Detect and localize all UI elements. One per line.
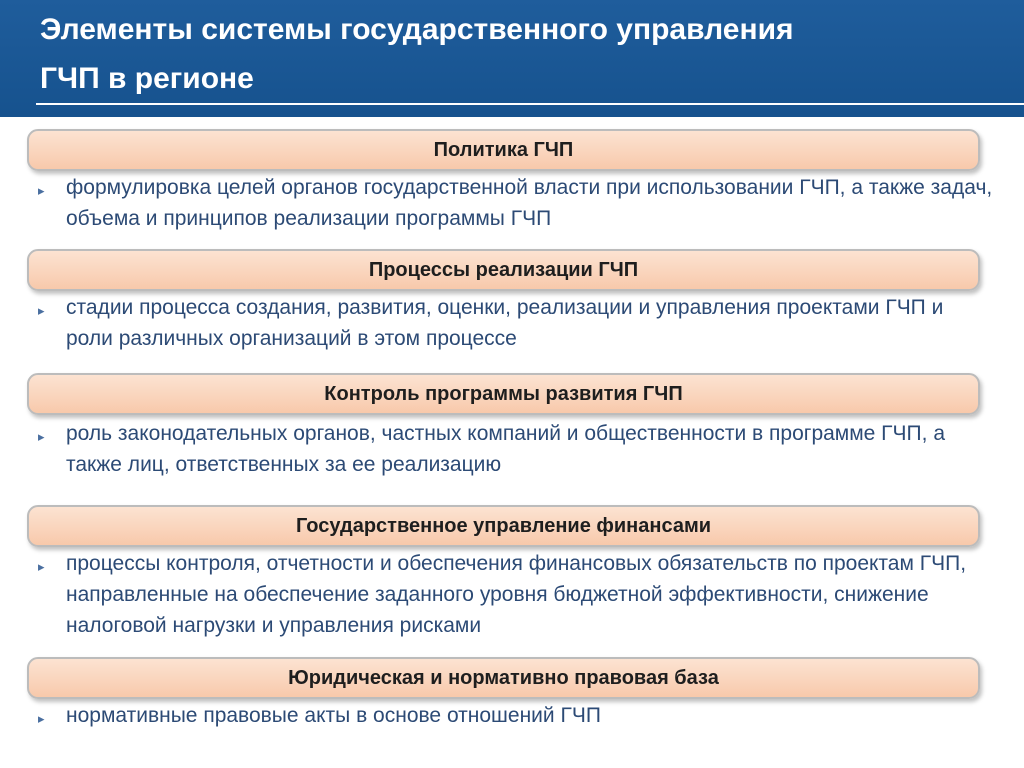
- bullet-icon: ▸: [38, 303, 45, 318]
- section-text-legal: нормативные правовые акты в основе отношений ГЧП: [66, 704, 601, 727]
- bullet-icon: ▸: [38, 711, 45, 726]
- section-heading-finance: Государственное управление финансами: [27, 505, 980, 547]
- section-text-policy: формулировка целей органов государственной власти при использовании ГЧП, а также задач, объема и принципов реализации программы ГЧП: [66, 176, 993, 230]
- title-underline: [36, 103, 1024, 105]
- section-heading-processes: Процессы реализации ГЧП: [27, 249, 980, 291]
- title-bar: [0, 0, 1024, 117]
- section-heading-control: Контроль программы развития ГЧП: [27, 373, 980, 415]
- slide-title-line-2: ГЧП в регионе: [40, 62, 254, 95]
- slide-title-line-1: Элементы системы государственного управления: [40, 13, 794, 46]
- bullet-icon: ▸: [38, 183, 45, 198]
- section-heading-policy: Политика ГЧП: [27, 129, 980, 171]
- section-text-finance: процессы контроля, отчетности и обеспечения финансовых обязательств по проектам ГЧП, направленные на обеспечение заданного уровня бюджетной эффективности, снижение налоговой нагрузки и управления рисками: [66, 552, 967, 637]
- section-text-control: роль законодательных органов, частных компаний и общественности в программе ГЧП, а также лиц, ответственных за ее реализацию: [66, 422, 945, 476]
- bullet-icon: ▸: [38, 559, 45, 574]
- bullet-icon: ▸: [38, 429, 45, 444]
- section-heading-legal: Юридическая и нормативно правовая база: [27, 657, 980, 699]
- section-text-processes: стадии процесса создания, развития, оценки, реализации и управления проектами ГЧП и роли различных организаций в этом процессе: [66, 296, 944, 350]
